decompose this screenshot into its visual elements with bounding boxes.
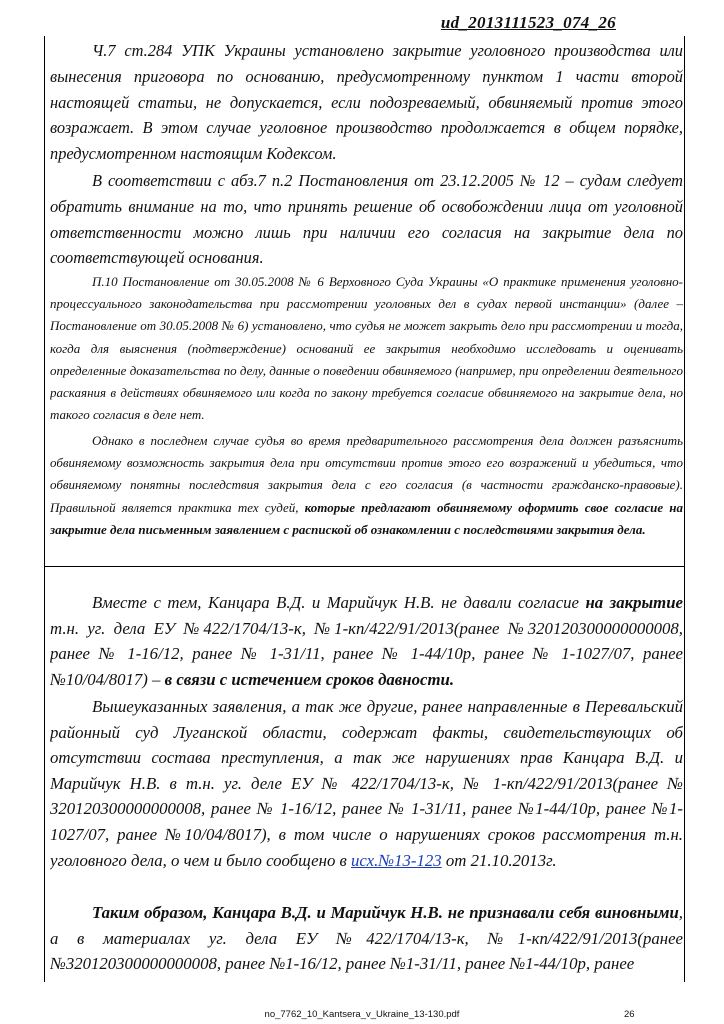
paragraph-resolution-2005 <box>50 168 683 271</box>
paragraph-bold-text: на закрытие <box>585 593 683 612</box>
right-margin-line <box>684 36 685 982</box>
paragraph-text: В соответствии с абз.7 п.2 Постановления от 23.12.2005 № 12 – судам следует обратить внимание на то, что принять решение об освобождении лица от уголовной ответственности можно лишь при наличии его согласия на закрытие дела по соответствующей основания. <box>50 171 683 268</box>
paragraph-applications <box>50 694 683 900</box>
paragraph-text: от 21.10.2013г. <box>445 850 557 870</box>
paragraph-upk-article <box>50 38 683 167</box>
paragraph-text: Однако в последнем случае судья во время предварительного рассмотрения дела должен разъяснить обвиняемому возможность закрытия дела при отсутствии против этого его возражений и убедиться, что обвиняемому понятны последствия закрытия дела с его согласия (в частности гражданско-правовые). Правильной является практика тех судей, <box>50 433 683 515</box>
reference-link[interactable]: исх.№13-123 <box>351 850 442 870</box>
paragraph-judge-practice <box>50 430 683 564</box>
paragraph-bold-text: в связи с истечением сроков давности. <box>164 669 455 689</box>
footer-filename: no_7762_10_Kantsera_v_Ukraine_13-130.pdf <box>264 1009 460 1020</box>
paragraph-text: Ч.7 ст.284 УПК Украины установлено закрытие уголовного производства или вынесения приговора по основанию, предусмотренному пунктом 1 части второй настоящей статьи, не допускается, если подозреваемый, обвиняемый против этого возражает. В этом случае уголовное производство продолжается в общем порядке, предусмотренном настоящим Кодексом. <box>50 41 683 164</box>
paragraph-bold-text: которые предлагают обвиняемому оформить свое согласие на закрытие дела письменным заявлением с распиской об ознакомлении с последствиями закрытия дела. <box>50 499 683 537</box>
paragraph-bold-text: Таким образом, Канцара В.Д. и Марийчук Н.В. не признавали себя виновными <box>92 903 679 922</box>
paragraph-conclusion <box>50 900 683 982</box>
paragraph-text: Вышеуказанных заявления, а так же другие, ранее направленные в Перевальский районный суд Луганской области, содержат факты, свидетельствующих об отсутствии состава преступления, а так же нарушениях прав Канцара В.Д. и Марийчук Н.В. в т.н. уг. деле ЕУ № 422/1704/13-к, № 1-кп/422/91/2013(ранее № 320120300000000008, ранее № 1-16/12, ранее № 1-31/11, ранее №1-44/10р, ранее №1-1027/07, ранее №10/04/8017), в том числе о нарушениях сроков рассмотрения т.н. уголовного дела, о чем и было сообщено в <box>50 697 683 870</box>
section-divider <box>44 566 685 567</box>
paragraph-text: т.н. уг. дела ЕУ №422/1704/13-к, №1-кп/422/91/2013(ранее №320120300000000008, ранее № 1-16/12, ранее № 1-31/11, ранее № 1-44/10р, ранее № 1-1027/07, ранее №10/04/8017) – <box>50 618 683 689</box>
paragraph-no-consent <box>50 590 683 692</box>
page-number: 26 <box>624 1009 635 1020</box>
left-margin-line <box>44 36 45 982</box>
paragraph-text: , а в материалах уг. дела ЕУ №422/1704/13-к, №1-кп/422/91/2013(ранее №320120300000000008, ранее №1-16/12, ранее №1-31/11, ранее №1-44/10р, ранее <box>50 903 683 974</box>
paragraph-text: Вместе с тем, Канцара В.Д. и Марийчук Н.В. не давали согласие <box>92 593 579 612</box>
paragraph-text: П.10 Постановление от 30.05.2008 № 6 Верховного Суда Украины «О практике применения уголовно-процессуального законодательства при рассмотрении уголовных дел в судах первой инстанции» (далее – Постановление от 30.05.2008 № 6) установлено, что судья не может закрыть дело при рассмотрении и тогда, когда для выяснения (подтверждение) оснований ее закрытия необходимо исследовать и оценивать определенные доказательства по делу, данные о поведении обвиняемого (например, при определении деятельного раскаяния в действиях обвиняемого или когда по закону требуется согласие обвиняемого на закрытие дела, но такого согласия в деле нет. <box>50 274 683 423</box>
paragraph-resolution-2008 <box>50 271 683 428</box>
document-id-header: ud_2013111523_074_26 <box>440 13 616 32</box>
